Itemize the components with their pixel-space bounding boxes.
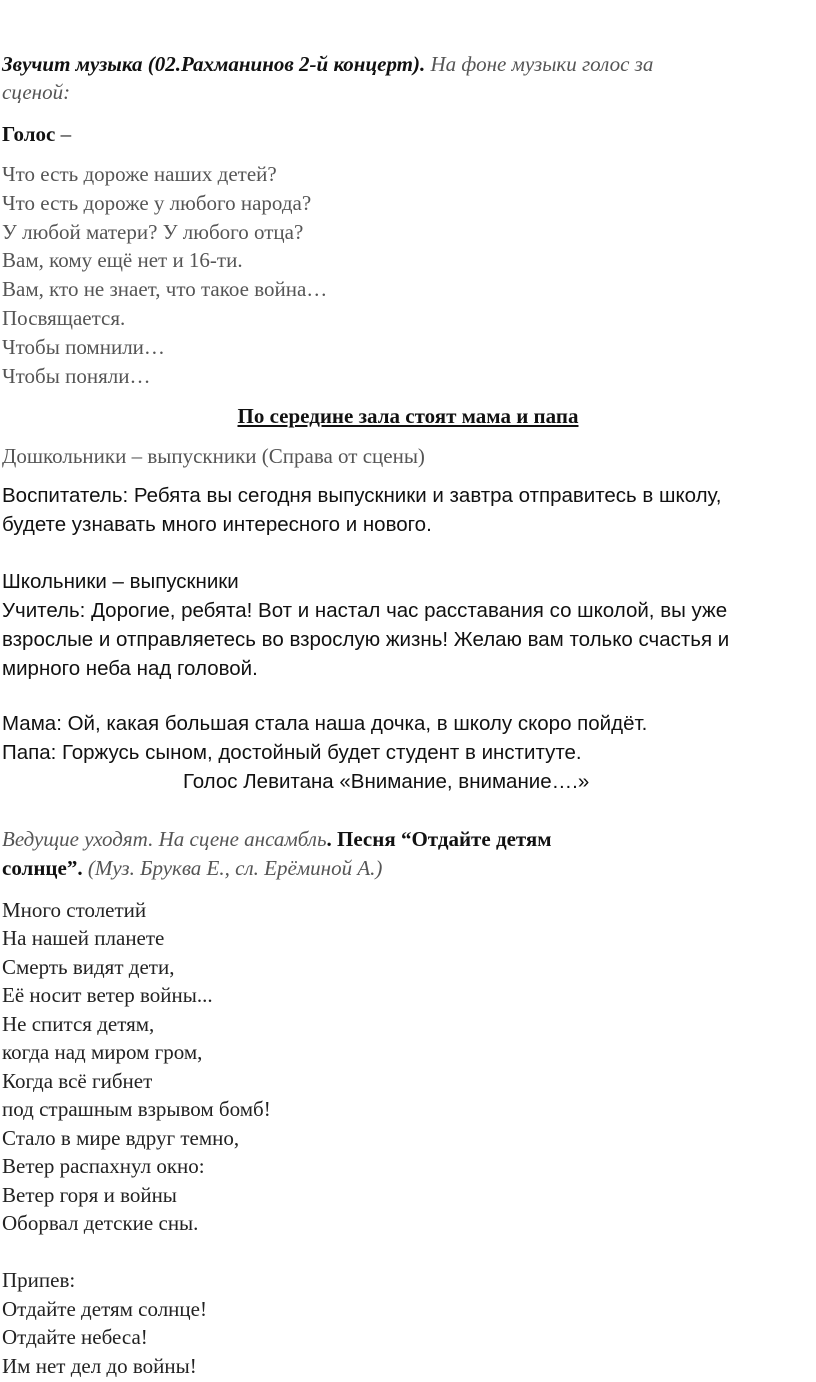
school-line: мирного неба над головой. [2, 657, 258, 680]
poem-line: Вам, кто не знает, что такое война… [2, 277, 328, 301]
verse-line: когда над миром гром, [2, 1040, 203, 1064]
voice-heading [2, 120, 71, 148]
chorus-line: Им нет дел до войны! [2, 1354, 197, 1378]
father-line: Папа: Горжусь сыном, достойный будет студент в институте. [2, 741, 582, 764]
song-intro-line-2 [2, 854, 382, 882]
poem-line: У любой матери? У любого отца? [2, 220, 304, 244]
verse-line: На нашей планете [2, 926, 165, 950]
center-heading: По середине зала стоят мама и папа [237, 404, 579, 428]
song-title-part-2: солнце”. [2, 856, 83, 880]
verse-line: Её носит ветер войны... [2, 983, 213, 1007]
poem-line: Что есть дороже у любого народа? [2, 191, 312, 215]
verse-line: под страшным взрывом бомб! [2, 1097, 271, 1121]
song-intro-stage-note: Ведущие уходят. На сцене ансамбль [2, 827, 327, 851]
educator-line: Воспитатель: Ребята вы сегодня выпускники и завтра отправитесь в школу, [2, 484, 722, 507]
educator-line: будете узнавать много интересного и нового. [2, 513, 432, 536]
levitan-line: Голос Левитана «Внимание, внимание….» [183, 770, 590, 793]
verse-line: Много столетий [2, 898, 147, 922]
song-title-part-1: . Песня “Отдайте детям [326, 827, 552, 851]
intro-line-1 [2, 50, 653, 78]
poem-line: Что есть дороже наших детей? [2, 162, 277, 186]
voice-dash: – [55, 122, 72, 146]
voice-label: Голос [2, 122, 56, 146]
verse-line: Стало в мире вдруг темно, [2, 1126, 240, 1150]
poem-line: Чтобы поняли… [2, 364, 151, 388]
verse-line: Не спится детям, [2, 1012, 155, 1036]
chorus-line: Отдайте детям солнце! [2, 1297, 207, 1321]
school-line: Школьники – выпускники [2, 570, 239, 593]
school-line: взрослые и отправляетесь во взрослую жизнь! Желаю вам только счастья и [2, 628, 730, 651]
chorus-line: Отдайте небеса! [2, 1325, 148, 1349]
song-credits: (Муз. Бруква Е., сл. Ерёминой А.) [82, 856, 383, 880]
poem-line: Чтобы помнили… [2, 335, 165, 359]
song-intro-line-1 [2, 825, 552, 853]
intro-music-cue: Звучит музыка (02.Рахманинов 2-й концерт). [2, 52, 426, 76]
preschoolers-line: Дошкольники – выпускники (Справа от сцены) [2, 444, 425, 468]
verse-line: Ветер распахнул окно: [2, 1154, 205, 1178]
verse-line: Оборвал детские сны. [2, 1211, 199, 1235]
verse-line: Ветер горя и войны [2, 1183, 177, 1207]
mother-line: Мама: Ой, какая большая стала наша дочка, в школу скоро пойдёт. [2, 712, 648, 735]
verse-line: Смерть видят дети, [2, 955, 175, 979]
intro-stage-note: На фоне музыки голос за [425, 52, 654, 76]
verse-line: Когда всё гибнет [2, 1069, 153, 1093]
poem-line: Посвящается. [2, 306, 126, 330]
intro-line-2: сценой: [2, 80, 71, 104]
poem-line: Вам, кому ещё нет и 16-ти. [2, 248, 243, 272]
school-line: Учитель: Дорогие, ребята! Вот и настал час расставания со школой, вы уже [2, 599, 728, 622]
chorus-label: Припев: [2, 1268, 76, 1292]
